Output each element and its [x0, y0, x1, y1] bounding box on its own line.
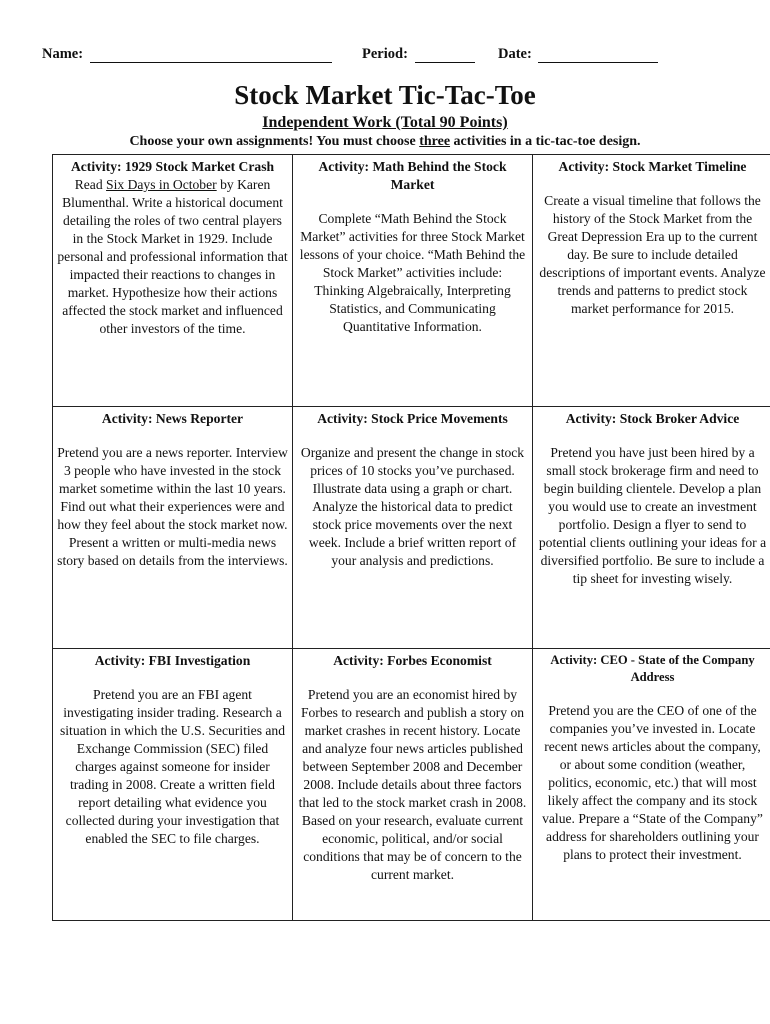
activity-cell-math-behind — [293, 155, 533, 407]
date-field — [498, 46, 658, 63]
activity-description: Pretend you are the CEO of one of the companies you’ve invested in. Locate recent news articles about the company, or about some condition (weather, politics, economic, etc.) that will most likely affect the company and its stock value. Prepare a “State of the Company” address for shareholders outlining your plans to protect their investment. — [542, 703, 763, 862]
activity-description: Pretend you have just been hired by a small stock brokerage firm and need to begin building clientele. Develop a plan you would use to create an investment portfolio. Design a flyer to send to potential clients outlining your ideas for a diversified portfolio. Be sure to include a tip sheet for investing wisely. — [538, 445, 767, 586]
activity-description — [57, 176, 288, 338]
activity-title: Activity: FBI Investigation — [94, 653, 251, 668]
activity-description-lead: Read — [74, 177, 107, 192]
period-label: Period: — [362, 46, 408, 62]
date-blank-line[interactable] — [538, 49, 658, 63]
book-title: Six Days in October — [106, 177, 217, 192]
page-subtitle: Independent Work (Total 90 Points) — [262, 114, 508, 131]
activity-cell-ceo — [533, 649, 770, 921]
activity-cell-fbi — [53, 649, 293, 921]
grid-row-1 — [53, 155, 770, 407]
instructions-part1: Choose your own assignments! You must choose — [129, 134, 420, 149]
period-field — [362, 46, 475, 63]
instructions-emphasis: three — [419, 134, 451, 149]
activity-description: Pretend you are a news reporter. Interview 3 people who have invested in the stock market sometime within the last 10 years. Find out what their experiences were and how they feel about the stock market now. Present a written or multi-media news story based on details from the interviews. — [57, 445, 288, 568]
activity-title: Activity: 1929 Stock Market Crash — [70, 159, 275, 174]
name-field — [42, 46, 332, 63]
activity-description: Pretend you are an economist hired by Forbes to research and publish a story on market crashes in recent history. Locate and analyze four news articles published between September 2008 and December 2008. Include details about three factors that led to the stock market crash in 2008. Based on your research, evaluate current economic, political, and/or social conditions that may be of concern to the current market. — [298, 687, 527, 882]
grid-row-2 — [53, 407, 770, 649]
activity-title: Activity: Forbes Economist — [333, 653, 492, 668]
activity-title: Activity: CEO - State of the Company Address — [550, 653, 755, 684]
instructions — [0, 134, 770, 150]
activity-title: Activity: News Reporter — [101, 411, 244, 426]
activity-description: Organize and present the change in stock prices of 10 stocks you’ve purchased. Illustrate data using a graph or chart. Analyze the historical data to predict stock price movements over the next week. Include a brief written report of your analysis and predictions. — [300, 445, 525, 568]
date-label: Date: — [498, 46, 532, 62]
activity-cell-news-reporter — [53, 407, 293, 649]
tic-tac-toe-grid — [52, 154, 770, 921]
name-label: Name: — [42, 46, 84, 62]
activity-description-body: by Karen Blumenthal. Write a historical document detailing the roles of two central players in the Stock Market in 1929. Include personal and professional information that impacted their reactions to changes in market. Hypothesize how their actions affected the stock market and influenced other investors of the time. — [57, 177, 288, 336]
activity-cell-timeline — [533, 155, 770, 407]
activity-description: Complete “Math Behind the Stock Market” activities for three Stock Market lessons of your choice. “Math Behind the Stock Market” activities include: Thinking Algebraically, Interpreting Statistics, and Communicating Quantitative Information. — [299, 211, 526, 334]
activity-cell-stock-price — [293, 407, 533, 649]
name-blank-line[interactable] — [90, 49, 332, 63]
activity-title: Activity: Stock Broker Advice — [565, 411, 740, 426]
activity-cell-1929-crash — [53, 155, 293, 407]
activity-title: Activity: Stock Market Timeline — [558, 159, 747, 174]
activity-title: Activity: Math Behind the Stock Market — [318, 159, 507, 192]
grid-row-3 — [53, 649, 770, 921]
activity-description: Pretend you are an FBI agent investigating insider trading. Research a situation in which the U.S. Securities and Exchange Commission (SEC) filed charges against someone for insider trading in 2008. Create a written field report detailing what evidence you collected during your investigation that enabled the SEC to file charges. — [59, 687, 286, 846]
instructions-part2: activities in a tic-tac-toe design. — [450, 134, 641, 149]
activity-cell-forbes — [293, 649, 533, 921]
period-blank-line[interactable] — [415, 49, 475, 63]
activity-cell-broker-advice — [533, 407, 770, 649]
activity-description: Create a visual timeline that follows the history of the Stock Market from the Great Depression Era up to the current day. Be sure to include detailed descriptions of important events. Analyze trends and patterns to predict stock market performance for 2015. — [539, 193, 766, 316]
activity-title: Activity: Stock Price Movements — [317, 411, 508, 426]
page-title: Stock Market Tic-Tac-Toe — [234, 80, 536, 110]
